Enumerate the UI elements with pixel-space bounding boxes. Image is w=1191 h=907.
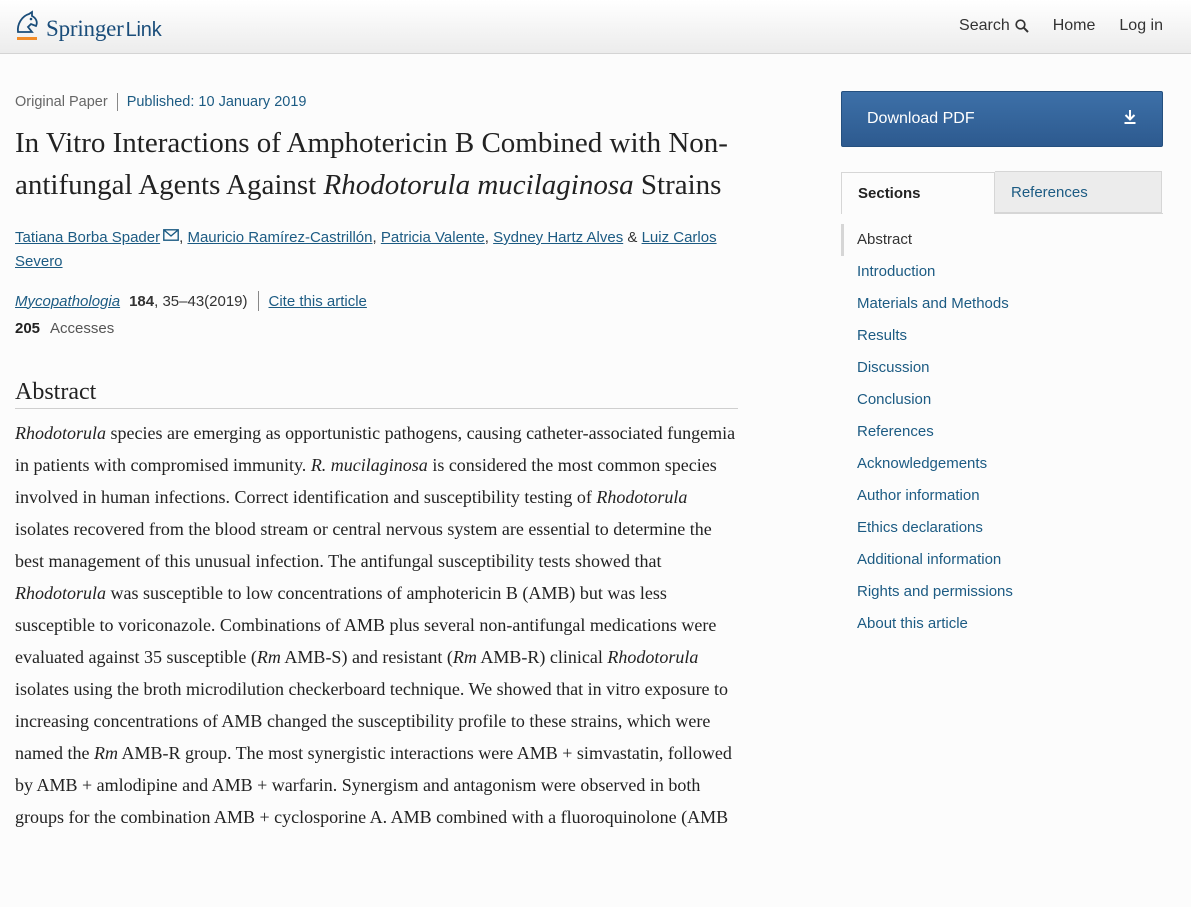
mail-icon[interactable] — [163, 229, 179, 241]
top-nav — [959, 17, 1163, 35]
toc-item-results[interactable]: Results — [857, 327, 908, 344]
section-nav — [841, 224, 1163, 640]
download-pdf-label: Download PDF — [867, 110, 975, 127]
toc-item-discussion[interactable]: Discussion — [857, 359, 930, 376]
pages: , 35–43(2019) — [154, 292, 248, 310]
toc-item-acknowledgements[interactable]: Acknowledgements — [857, 455, 988, 472]
login-link[interactable]: Log in — [1119, 17, 1163, 34]
search-icon — [1015, 19, 1029, 33]
site-header — [0, 0, 1191, 54]
home-link[interactable]: Home — [1052, 17, 1096, 34]
abstract-body: Rhodotorula species are emerging as opportunistic pathogens, causing catheter-associated fungemia in patients with compromised immunity. R. mucilaginosa is considered the most common species involved in human infections. Correct identification and susceptibility testing of Rhodotorula isolates recovered from the blood stream or central nervous system are essential to determine the best management of this unusual infection. The antifungal susceptibility tests showed that Rhodotorula was susceptible to low concentrations of amphotericin B (AMB) but was less susceptible to voriconazole. Combinations of AMB plus several non-antifungal medications were evaluated against 35 susceptible (Rm AMB-S) and resistant (Rm AMB-R) clinical Rhodotorula isolates using the broth microdilution checkerboard technique. We showed that in vitro exposure to increasing concentrations of AMB changed the susceptibility profile to these strains, which were named the Rm AMB-R group. The most synergistic interactions were AMB + simvastatin, followed by AMB + amlodipine and AMB + warfarin. Synergism and antagonism were observed in both groups for the combination AMB + cyclosporine A. AMB combined with a fluoroquinolone (AMB — [15, 423, 736, 827]
tab-sections[interactable]: Sections — [841, 172, 995, 214]
search-button[interactable] — [959, 17, 1029, 35]
article-type: Original Paper — [15, 94, 108, 110]
author-link[interactable]: Tatiana Borba Spader — [15, 229, 161, 246]
accesses-label: Accesses — [50, 320, 115, 337]
sidebar-tabs — [841, 171, 1163, 214]
ampersand: & — [627, 229, 638, 246]
toc-item-abstract[interactable]: Abstract — [857, 231, 913, 248]
journal-link[interactable]: Mycopathologia — [15, 292, 121, 310]
article-meta — [15, 92, 738, 112]
logo-word: Springer — [46, 16, 124, 41]
article-sidebar — [841, 91, 1163, 640]
springer-horse-icon — [14, 10, 42, 42]
toc-item-additional-information[interactable]: Additional information — [857, 551, 1002, 568]
toc-item-references[interactable]: References — [857, 423, 934, 440]
author-list: Tatiana Borba Spader , Mauricio Ramírez-Castrillón, Patricia Valente, Sydney Hartz Alves & Luiz Carlos Severo — [15, 229, 717, 270]
tab-references[interactable]: References — [995, 171, 1162, 213]
abstract-heading: Abstract — [15, 379, 738, 409]
logo-link-word: Link — [125, 19, 162, 41]
accesses-count: 205 — [15, 320, 41, 337]
citation-divider — [258, 291, 259, 311]
article-main — [15, 92, 738, 833]
citation-line — [15, 290, 738, 312]
current-section-indicator — [841, 224, 844, 256]
toc-item-about-this-article[interactable]: About this article — [857, 615, 968, 632]
toc-item-conclusion[interactable]: Conclusion — [857, 391, 932, 408]
toc-item-rights-and-permissions[interactable]: Rights and permissions — [857, 583, 1013, 600]
author-link[interactable]: Sydney Hartz Alves — [493, 229, 624, 246]
cite-this-article-link[interactable]: Cite this article — [268, 292, 367, 310]
author-link[interactable]: Luiz Carlos Severo — [15, 229, 717, 270]
springer-link-logo[interactable] — [14, 10, 162, 44]
toc-item-ethics-declarations[interactable]: Ethics declarations — [857, 519, 983, 536]
toc-item-introduction[interactable]: Introduction — [857, 263, 936, 280]
article-title: In Vitro Interactions of Amphotericin B Combined with Non-antifungal Agents Against Rhodotorula mucilaginosa Strains — [15, 127, 728, 201]
published-date: Published: 10 January 2019 — [126, 94, 307, 110]
author-link[interactable]: Patricia Valente — [380, 229, 485, 246]
download-icon — [1123, 109, 1137, 125]
author-link[interactable]: Mauricio Ramírez-Castrillón — [187, 229, 373, 246]
volume: 184 — [129, 292, 155, 310]
toc-item-author-information[interactable]: Author information — [857, 487, 980, 504]
accesses-metric — [15, 320, 738, 337]
toc-item-materials-and-methods[interactable]: Materials and Methods — [857, 295, 1009, 312]
meta-divider — [117, 93, 118, 111]
download-pdf-button[interactable] — [841, 91, 1163, 147]
search-label: Search — [959, 17, 1010, 34]
